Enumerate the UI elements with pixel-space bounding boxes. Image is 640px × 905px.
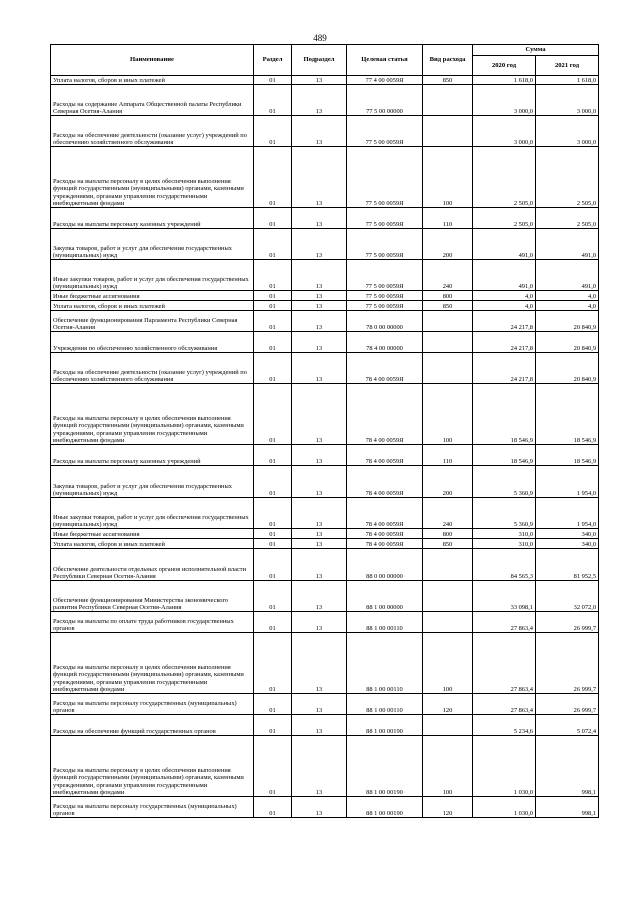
row-sum-2020: 5 360,9 [473,498,536,529]
row-section: 01 [254,76,292,85]
row-subsection: 13 [292,549,347,581]
row-section: 01 [254,539,292,549]
row-sum-2021: 32 072,0 [536,581,599,612]
row-subsection: 13 [292,694,347,715]
row-section: 01 [254,445,292,466]
table-row [51,353,599,384]
row-sum-2021: 491,0 [536,229,599,260]
row-sum-2021: 998,1 [536,736,599,797]
row-section: 01 [254,301,292,311]
row-name: Обеспечение деятельности отдельных органов исполнительной власти Республики Северная Осетия-Алания [51,549,254,581]
row-subsection: 13 [292,260,347,291]
row-sum-2020: 84 565,3 [473,549,536,581]
row-section: 01 [254,715,292,736]
row-sum-2020: 18 546,9 [473,445,536,466]
row-expense-type: 850 [423,76,473,85]
row-sum-2020: 310,0 [473,529,536,539]
row-sum-2021: 1 954,0 [536,466,599,498]
row-sum-2020: 18 546,9 [473,384,536,445]
table-row [51,612,599,633]
table-row [51,529,599,539]
row-section: 01 [254,694,292,715]
row-section: 01 [254,549,292,581]
row-name: Иные закупки товаров, работ и услуг для обеспечения государственных (муниципальных) нужд [51,260,254,291]
row-article: 78 4 00 0059Я [347,353,423,384]
row-name: Расходы на обеспечение деятельности (оказание услуг) учреждений по обеспечению хозяйственного обслуживания [51,116,254,147]
row-expense-type [423,612,473,633]
row-subsection: 13 [292,229,347,260]
row-section: 01 [254,311,292,332]
row-article: 88 1 00 00190 [347,797,423,818]
row-expense-type [423,353,473,384]
row-section: 01 [254,466,292,498]
row-expense-type: 850 [423,539,473,549]
row-expense-type: 850 [423,301,473,311]
table-row [51,549,599,581]
row-name: Уплата налогов, сборов и иных платежей [51,301,254,311]
row-article: 77 5 00 0059Я [347,208,423,229]
row-sum-2021: 20 840,9 [536,332,599,353]
row-expense-type: 800 [423,529,473,539]
row-sum-2020: 5 360,9 [473,466,536,498]
row-sum-2021: 26 999,7 [536,633,599,694]
row-subsection: 13 [292,85,347,116]
table-row [51,445,599,466]
row-section: 01 [254,291,292,301]
table-row [51,260,599,291]
row-name: Расходы на выплаты персоналу в целях обеспечения выполнения функций государственными (муниципальными) органами, казенными учреждениями, органами управления государственными внебюджетными фондами [51,736,254,797]
row-article: 88 0 00 00000 [347,549,423,581]
table-row [51,311,599,332]
row-expense-type: 800 [423,291,473,301]
row-section: 01 [254,260,292,291]
row-sum-2021: 3 000,0 [536,85,599,116]
row-article: 77 5 00 0059Я [347,291,423,301]
row-sum-2021: 998,1 [536,797,599,818]
row-subsection: 13 [292,736,347,797]
row-expense-type: 110 [423,208,473,229]
header-article: Целевая статья [347,45,423,76]
row-sum-2020: 4,0 [473,301,536,311]
header-year-2021: 2021 год [536,56,599,76]
row-name: Обеспечение функционирования Министерства экономического развития Республики Северная Осетия-Алания [51,581,254,612]
row-sum-2020: 491,0 [473,260,536,291]
row-expense-type: 100 [423,736,473,797]
row-section: 01 [254,797,292,818]
row-sum-2020: 4,0 [473,291,536,301]
row-expense-type: 110 [423,445,473,466]
row-subsection: 13 [292,715,347,736]
row-name: Расходы на выплаты персоналу в целях обеспечения выполнения функций государственными (муниципальными) органами, казенными учреждениями, органами управления государственными внебюджетными фондами [51,147,254,208]
row-article: 78 4 00 0059Я [347,466,423,498]
page-number: 489 [313,33,327,43]
table-row [51,498,599,529]
row-article: 78 4 00 0059Я [347,445,423,466]
row-expense-type: 200 [423,466,473,498]
table-row [51,581,599,612]
row-section: 01 [254,633,292,694]
row-article: 88 1 00 00190 [347,715,423,736]
row-subsection: 13 [292,466,347,498]
row-sum-2020: 2 505,0 [473,147,536,208]
table-row [51,797,599,818]
row-expense-type: 240 [423,498,473,529]
row-sum-2021: 18 546,9 [536,384,599,445]
row-sum-2020: 3 000,0 [473,85,536,116]
table-row [51,301,599,311]
row-article: 77 5 00 0059Я [347,260,423,291]
row-sum-2021: 18 546,9 [536,445,599,466]
row-name: Расходы на выплаты персоналу казенных учреждений [51,208,254,229]
row-sum-2020: 5 234,6 [473,715,536,736]
row-expense-type [423,715,473,736]
row-article: 78 4 00 00000 [347,332,423,353]
row-expense-type: 240 [423,260,473,291]
row-name: Уплата налогов, сборов и иных платежей [51,76,254,85]
row-sum-2021: 4,0 [536,301,599,311]
table-row [51,85,599,116]
row-sum-2021: 26 999,7 [536,694,599,715]
table-row [51,736,599,797]
row-name: Расходы на выплаты по оплате труда работников государственных органов [51,612,254,633]
row-subsection: 13 [292,332,347,353]
row-section: 01 [254,581,292,612]
row-sum-2021: 1 618,0 [536,76,599,85]
row-article: 77 5 00 0059Я [347,229,423,260]
row-sum-2020: 27 863,4 [473,694,536,715]
row-name: Уплата налогов, сборов и иных платежей [51,539,254,549]
row-subsection: 13 [292,76,347,85]
row-article: 88 1 00 00190 [347,736,423,797]
row-article: 78 4 00 0059Я [347,384,423,445]
row-name: Расходы на выплаты персоналу в целях обеспечения выполнения функций государственными (муниципальными) органами, казенными учреждениями, органами управления государственными внебюджетными фондами [51,633,254,694]
row-section: 01 [254,353,292,384]
row-sum-2021: 340,0 [536,529,599,539]
table-row [51,694,599,715]
row-name: Расходы на обеспечение деятельности (оказание услуг) учреждений по обеспечению хозяйственного обслуживания [51,353,254,384]
row-sum-2020: 1 030,0 [473,736,536,797]
header-expense-type: Вид расхода [423,45,473,76]
row-sum-2020: 24 217,8 [473,353,536,384]
table-row [51,147,599,208]
table-row [51,229,599,260]
row-sum-2021: 5 072,4 [536,715,599,736]
row-section: 01 [254,85,292,116]
row-subsection: 13 [292,147,347,208]
row-name: Закупка товаров, работ и услуг для обеспечения государственных (муниципальных) нужд [51,229,254,260]
table-row [51,539,599,549]
row-sum-2021: 1 954,0 [536,498,599,529]
row-sum-2020: 24 217,8 [473,311,536,332]
row-subsection: 13 [292,797,347,818]
row-article: 88 1 00 00110 [347,633,423,694]
row-sum-2021: 2 505,0 [536,147,599,208]
row-section: 01 [254,147,292,208]
row-subsection: 13 [292,539,347,549]
row-expense-type: 120 [423,797,473,818]
table-row [51,715,599,736]
row-sum-2021: 491,0 [536,260,599,291]
row-section: 01 [254,332,292,353]
row-article: 78 4 00 0059Я [347,529,423,539]
row-sum-2020: 33 098,1 [473,581,536,612]
row-expense-type [423,549,473,581]
row-sum-2021: 3 000,0 [536,116,599,147]
row-article: 88 1 00 00110 [347,694,423,715]
table-row [51,633,599,694]
row-name: Иные закупки товаров, работ и услуг для обеспечения государственных (муниципальных) нужд [51,498,254,529]
row-name: Расходы на обеспечение функций государственных органов [51,715,254,736]
row-section: 01 [254,529,292,539]
row-subsection: 13 [292,581,347,612]
row-sum-2020: 3 000,0 [473,116,536,147]
budget-table [50,44,599,818]
row-expense-type [423,311,473,332]
header-sum: Сумма [473,45,599,56]
row-sum-2020: 27 863,4 [473,612,536,633]
row-expense-type [423,332,473,353]
table-row [51,208,599,229]
header-year-2020: 2020 год [473,56,536,76]
row-expense-type: 200 [423,229,473,260]
row-article: 88 1 00 00000 [347,581,423,612]
row-sum-2021: 26 999,7 [536,612,599,633]
row-expense-type [423,116,473,147]
row-article: 77 5 00 00000 [347,85,423,116]
row-sum-2020: 1 618,0 [473,76,536,85]
row-sum-2021: 4,0 [536,291,599,301]
table-body [51,76,599,818]
header-subsection: Подраздел [292,45,347,76]
row-sum-2020: 310,0 [473,539,536,549]
row-expense-type: 100 [423,147,473,208]
row-subsection: 13 [292,116,347,147]
row-sum-2020: 2 505,0 [473,208,536,229]
row-name: Расходы на выплаты персоналу государственных (муниципальных) органов [51,694,254,715]
row-sum-2020: 491,0 [473,229,536,260]
row-name: Расходы на выплаты персоналу государственных (муниципальных) органов [51,797,254,818]
row-sum-2021: 20 840,9 [536,353,599,384]
table-row [51,116,599,147]
table-row [51,332,599,353]
row-subsection: 13 [292,353,347,384]
row-article: 77 4 00 0059Я [347,76,423,85]
row-name: Иные бюджетные ассигнования [51,529,254,539]
row-name: Расходы на выплаты персоналу в целях обеспечения выполнения функций государственными (муниципальными) органами, казенными учреждениями, органами управления государственными внебюджетными фондами [51,384,254,445]
row-article: 78 4 00 0059Я [347,539,423,549]
row-article: 77 5 00 0059Я [347,301,423,311]
table-row [51,291,599,301]
table-row [51,466,599,498]
table-row [51,384,599,445]
row-sum-2021: 2 505,0 [536,208,599,229]
table-row [51,76,599,85]
row-subsection: 13 [292,445,347,466]
row-sum-2021: 20 840,9 [536,311,599,332]
row-subsection: 13 [292,301,347,311]
row-article: 88 1 00 00110 [347,612,423,633]
row-section: 01 [254,736,292,797]
row-subsection: 13 [292,498,347,529]
row-subsection: 13 [292,384,347,445]
row-sum-2020: 24 217,8 [473,332,536,353]
row-expense-type [423,85,473,116]
row-name: Закупка товаров, работ и услуг для обеспечения государственных (муниципальных) нужд [51,466,254,498]
row-expense-type: 100 [423,384,473,445]
row-name: Иные бюджетные ассигнования [51,291,254,301]
row-sum-2021: 81 952,5 [536,549,599,581]
row-expense-type: 100 [423,633,473,694]
row-name: Обеспечение функционирования Парламента Республики Северная Осетия-Алания [51,311,254,332]
row-subsection: 13 [292,529,347,539]
row-sum-2020: 1 030,0 [473,797,536,818]
row-subsection: 13 [292,311,347,332]
row-subsection: 13 [292,291,347,301]
header-name: Наименование [51,45,254,76]
row-article: 78 4 00 0059Я [347,498,423,529]
row-section: 01 [254,208,292,229]
row-name: Расходы на выплаты персоналу казенных учреждений [51,445,254,466]
row-section: 01 [254,229,292,260]
row-name: Учреждения по обеспечению хозяйственного обслуживания [51,332,254,353]
row-sum-2020: 27 863,4 [473,633,536,694]
row-subsection: 13 [292,612,347,633]
row-subsection: 13 [292,633,347,694]
row-sum-2021: 340,0 [536,539,599,549]
row-section: 01 [254,498,292,529]
row-article: 77 5 00 0059Я [347,147,423,208]
row-expense-type: 120 [423,694,473,715]
row-expense-type [423,581,473,612]
row-section: 01 [254,384,292,445]
row-subsection: 13 [292,208,347,229]
row-article: 78 0 00 00000 [347,311,423,332]
row-section: 01 [254,116,292,147]
header-section: Раздел [254,45,292,76]
row-name: Расходы на содержание Аппарата Общественной палаты Республики Северная Осетия-Алания [51,85,254,116]
row-section: 01 [254,612,292,633]
row-article: 77 5 00 0059Я [347,116,423,147]
